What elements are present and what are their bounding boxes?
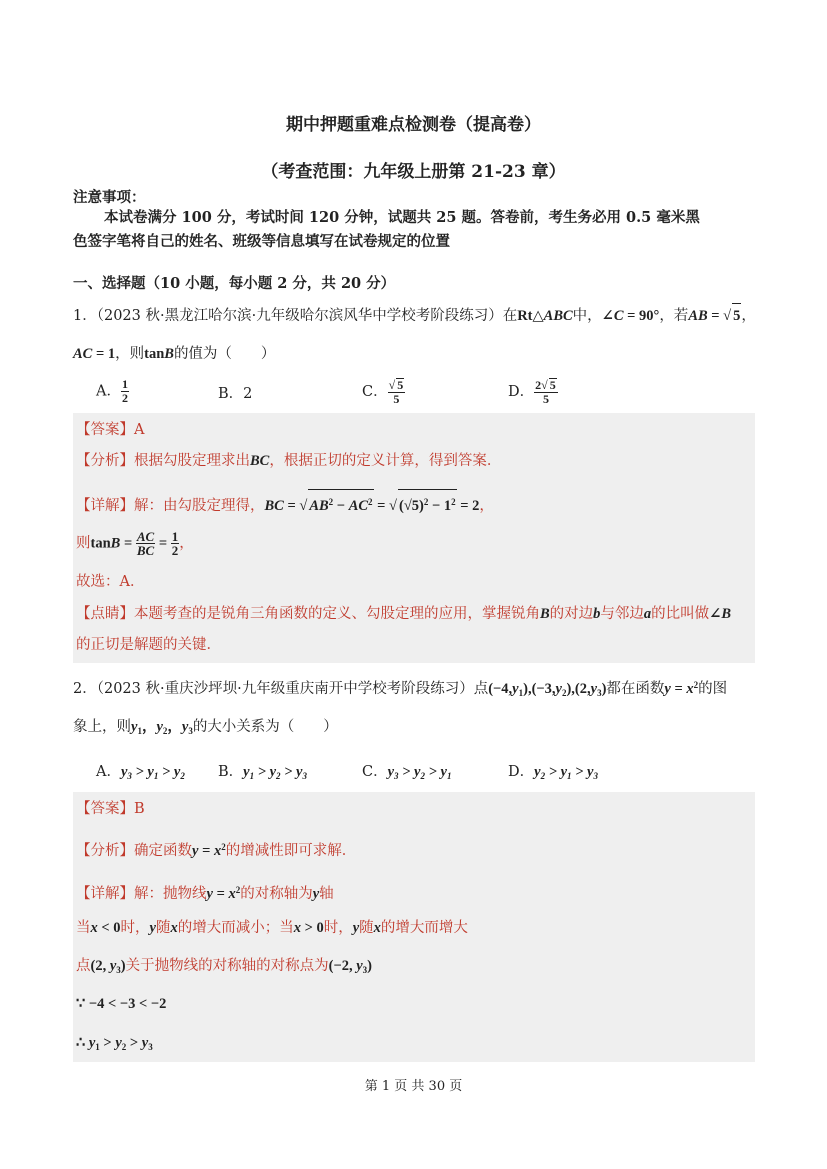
q2-stem-line-2: 象上，则$y_1$，$y_2$，$y_3$的大小关系为（ ）	[73, 719, 338, 736]
q1-analysis: 【分析】根据勾股定理求出BC，根据正切的定义计算，得到答案．	[76, 453, 502, 469]
section-heading: 一、选择题（10 小题，每小题 2 分，共 20 分）	[73, 275, 396, 292]
q1-option-d: D． $\frac{2√ 5}{5}$	[508, 378, 556, 406]
q2-option-c: C．$y_3 > y_2 > y_1$	[362, 764, 452, 781]
q1-option-a: A． $\frac{1}{2}$	[96, 377, 128, 405]
q2-stem-line-1: 2．（2023 秋·重庆沙坪坝·九年级重庆南开中学校考阶段练习）点$(-4,y_1),(-3,y_2),(2,y_3)$都在函数$y = x^2$的图	[73, 680, 728, 698]
notice-line-1: 本试卷满分 100 分，考试时间 120 分钟，试题共 25 题。答卷前，考生务必用 0.5 毫米黑	[104, 209, 700, 226]
q2-inequality: ∵ −4 < −3 < −2	[76, 996, 167, 1012]
page-title: 期中押题重难点检测卷（提高卷）	[286, 115, 541, 135]
q1-option-b: B．2	[218, 386, 253, 402]
q2-option-a: A．$y_3 > y_1 > y_2$	[96, 764, 185, 781]
q1-comment-line-1: 【点睛】本题考查的是锐角三角函数的定义、勾股定理的应用，掌握锐角B的对边b与邻边a的比叫做∠B	[76, 606, 731, 622]
q1-comment-line-2: 的正切是解题的关键．	[76, 637, 221, 653]
q2-answer: 【答案】B	[76, 801, 145, 817]
q1-choose: 故选：A．	[76, 574, 145, 590]
q1-answer: 【答案】A	[76, 422, 145, 438]
q1-detail: 【详解】解：由勾股定理得，BC = √ $AB^2 - AC^2$ = √ $(√5)^2 - 1^2 = 2$，	[76, 489, 494, 518]
q2-option-b: B．$y_1 > y_2 > y_3$	[218, 764, 307, 781]
q2-conclusion: ∴ $y_1 > y_2 > y_3$	[76, 1035, 153, 1052]
page-footer: 第 1 页 共 30 页	[364, 1079, 463, 1094]
q2-symmetric-point: 点(2, $y_3$)关于抛物线的对称轴的对称点为(−2, $y_3$)	[76, 958, 372, 975]
q1-option-c: C． $\frac{√ 5}{5}$	[362, 378, 404, 406]
q1-stem-line-2: AC = 1，则tanB的值为（ ）	[73, 346, 276, 362]
q1-stem-line-1: 1．（2023 秋·黑龙江哈尔滨·九年级哈尔滨风华中学校考阶段练习）在Rt△ABC中，∠C = 90°，若AB = √ 5，	[73, 303, 756, 328]
q2-detail: 【详解】解：抛物线$y = x^2$的对称轴为y轴	[76, 885, 334, 902]
q2-option-d: D．$y_2 > y_1 > y_3$	[508, 764, 598, 781]
q1-tan-result: 则tanB = $\frac{AC}{BC}$ = $\frac{1}{2}$ ，	[76, 529, 194, 558]
q2-monotonic: 当x < 0时，y随x的增大而减小；当x > 0时，y随x的增大而增大	[76, 920, 468, 936]
page-subtitle: （考查范围：九年级上册第 21-23 章）	[261, 162, 566, 182]
notice-heading: 注意事项：	[73, 189, 146, 206]
q2-analysis: 【分析】确定函数$y = x^2$的增减性即可求解．	[76, 842, 357, 859]
notice-line-2: 色签字笔将自己的姓名、班级等信息填写在试卷规定的位置	[73, 233, 450, 250]
